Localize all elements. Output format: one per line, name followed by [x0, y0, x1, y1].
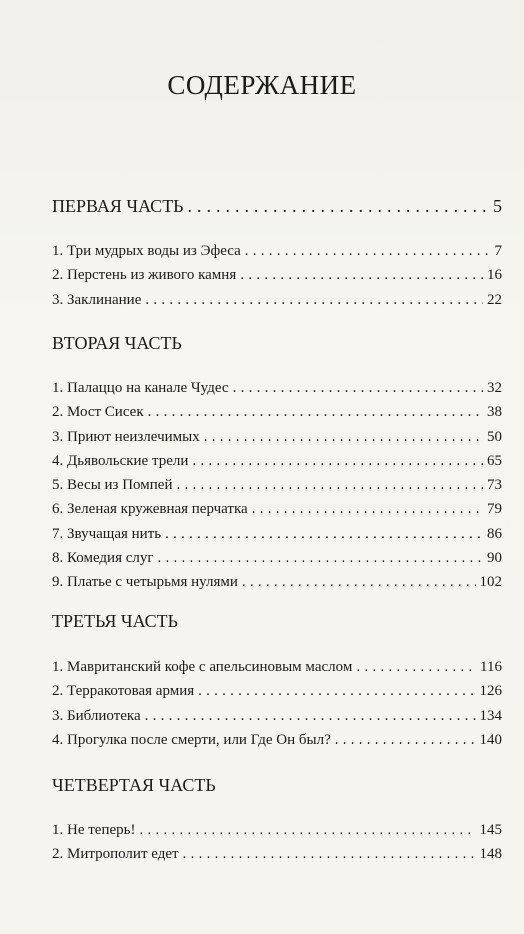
- toc-entry: [52, 570, 502, 594]
- dot-leader: [233, 376, 483, 400]
- toc-entry: [52, 704, 502, 728]
- part-1-title: ПЕРВАЯ ЧАСТЬ: [52, 196, 184, 216]
- dot-leader: [158, 546, 483, 570]
- dot-leader: [356, 655, 476, 679]
- toc-entry: [52, 425, 502, 449]
- toc-entry: [52, 239, 502, 263]
- part-3-title: ТРЕТЬЯ ЧАСТЬ: [52, 611, 179, 631]
- part-4-title: ЧЕТВЕРТАЯ ЧАСТЬ: [52, 775, 216, 795]
- chapter-page: 7: [494, 243, 502, 259]
- chapter-page: 22: [487, 291, 502, 308]
- part-1-chapters: [52, 239, 502, 312]
- dot-leader: [242, 570, 476, 594]
- chapter-page: 65: [487, 452, 502, 469]
- chapter-page: 86: [487, 525, 502, 542]
- chapter-page: 73: [487, 477, 502, 494]
- dot-leader: [240, 263, 483, 287]
- toc-entry: [52, 522, 502, 546]
- dot-leader: [145, 288, 483, 312]
- chapter-page: 90: [487, 550, 502, 567]
- part-3-section: [52, 608, 502, 634]
- part-2-title: ВТОРАЯ ЧАСТЬ: [52, 333, 182, 353]
- chapter-page: 16: [487, 267, 502, 284]
- part-3-chapters: [52, 655, 502, 752]
- dot-leader: [165, 522, 483, 546]
- part-1-section: [52, 196, 502, 222]
- chapter-title: 4. Прогулка после смерти, или Где Он был?: [52, 731, 331, 748]
- chapter-page: 38: [487, 404, 502, 421]
- page-title: СОДЕРЖАНИЕ: [167, 70, 357, 100]
- part-2-section: [52, 330, 502, 356]
- dot-leader: [176, 473, 483, 497]
- chapter-title: 2. Митрополит едет: [52, 846, 179, 863]
- toc-entry: [52, 400, 502, 424]
- chapter-title: 3. Заклинание: [52, 291, 142, 308]
- chapter-page: 79: [487, 501, 502, 518]
- dot-leader: [335, 728, 476, 752]
- chapter-title: 1. Три мудрых воды из Эфеса: [52, 243, 241, 259]
- toc-entry: [52, 376, 502, 400]
- dot-leader: [245, 239, 491, 263]
- chapter-title: 9. Платье с четырьмя нулями: [52, 574, 238, 591]
- dot-leader: [139, 818, 475, 842]
- toc-entry: [52, 263, 502, 287]
- dot-leader: [188, 196, 489, 217]
- toc-entry: [52, 842, 502, 866]
- chapter-title: 5. Весы из Помпей: [52, 477, 173, 494]
- dot-leader: [183, 842, 476, 866]
- chapter-page: 148: [479, 846, 502, 863]
- chapter-title: 2. Терракотовая армия: [52, 683, 195, 700]
- chapter-title: 4. Дьявольские трели: [52, 452, 189, 469]
- chapter-title: 2. Мост Сисек: [52, 404, 144, 421]
- part-2-chapters: [52, 376, 502, 595]
- chapter-page: 50: [487, 428, 502, 445]
- chapter-page: 102: [479, 574, 502, 591]
- chapter-title: 1. Палаццо на канале Чудес: [52, 380, 229, 396]
- toc-entry: [52, 449, 502, 473]
- chapter-page: 116: [480, 659, 502, 675]
- chapter-title: 1. Мавританский кофе с апельсиновым маслом: [52, 659, 353, 675]
- chapter-title: 7. Звучащая нить: [52, 525, 162, 542]
- toc-entry: [52, 655, 502, 679]
- chapter-page: 145: [479, 822, 502, 838]
- toc-entry: [52, 288, 502, 312]
- chapter-title: 6. Зеленая кружевная перчатка: [52, 501, 248, 518]
- toc-entry: [52, 473, 502, 497]
- chapter-title: 2. Перстень из живого камня: [52, 267, 237, 284]
- chapter-title: 3. Библиотека: [52, 707, 141, 724]
- chapter-page: 126: [479, 683, 502, 700]
- chapter-page: 32: [487, 380, 502, 396]
- dot-leader: [198, 679, 475, 703]
- dot-leader: [145, 704, 476, 728]
- part-4-section: [52, 772, 502, 798]
- toc-entry: [52, 818, 502, 842]
- toc-entry: [52, 728, 502, 752]
- dot-leader: [148, 400, 483, 424]
- part-1-entry: [52, 196, 502, 222]
- toc-entry: [52, 546, 502, 570]
- chapter-title: 8. Комедия слуг: [52, 550, 154, 567]
- chapter-page: 140: [479, 731, 502, 748]
- chapter-page: 134: [479, 707, 502, 724]
- dot-leader: [204, 425, 483, 449]
- part-4-chapters: [52, 818, 502, 867]
- part-1-page: 5: [493, 196, 502, 216]
- chapter-title: 1. Не теперь!: [52, 822, 136, 838]
- dot-leader: [252, 497, 483, 521]
- toc-entry: [52, 679, 502, 703]
- dot-leader: [192, 449, 483, 473]
- toc-entry: [52, 497, 502, 521]
- chapter-title: 3. Приют неизлечимых: [52, 428, 200, 445]
